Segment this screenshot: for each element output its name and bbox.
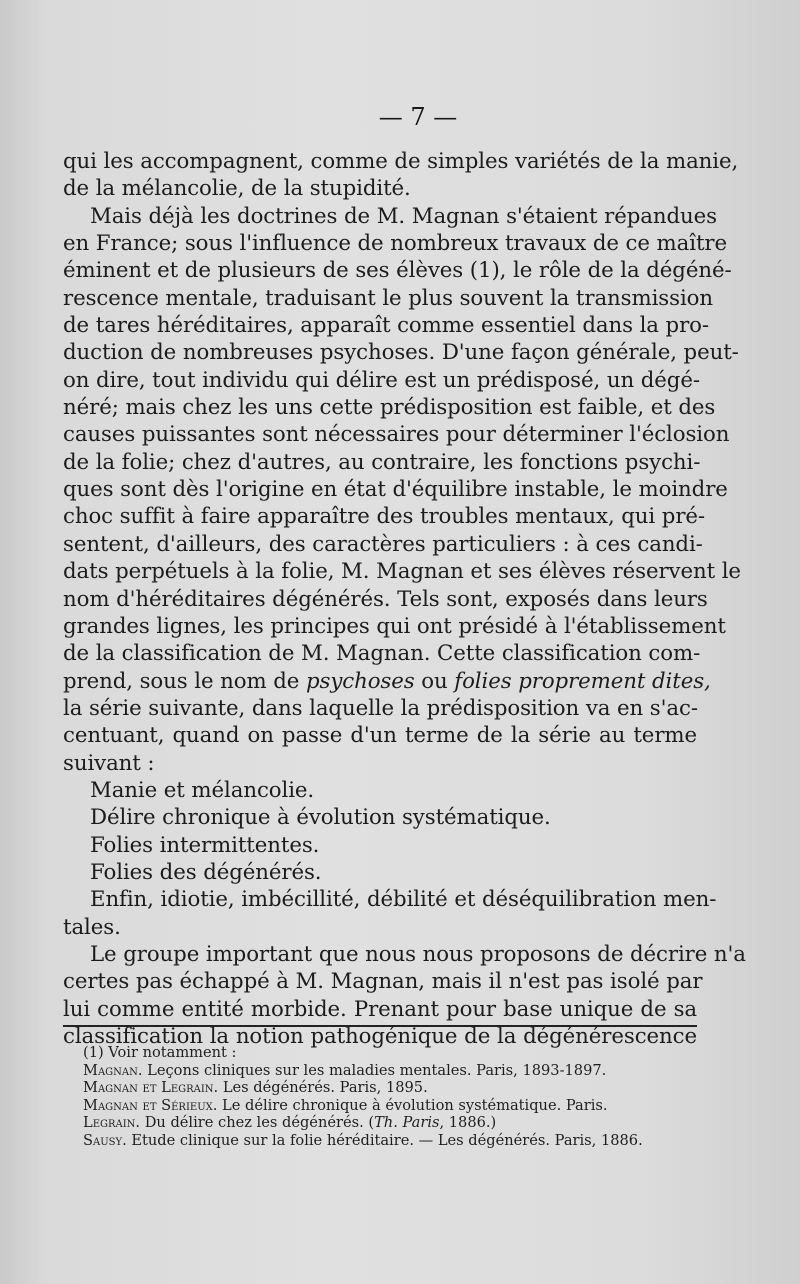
footnote-reference — [63, 1114, 697, 1132]
reference-text: Du délire chez les dégénérés. ( — [140, 1114, 375, 1132]
reference-authors: Legrain. — [83, 1114, 141, 1132]
reference-authors: Magnan et Sérieux. — [83, 1096, 218, 1114]
footnote-intro: (1) Voir notamment : — [83, 1044, 237, 1061]
text-line: dats perpétuels à la folie, M. Magnan et ses élèves réservent le — [63, 559, 741, 585]
text-line: rescence mentale, traduisant le plus souvent la transmission — [63, 285, 714, 311]
reference-authors: Magnan. — [83, 1061, 143, 1079]
paragraph-groupe — [63, 941, 746, 1050]
text-line: ques sont dès l'origine en état d'équilibre instable, le moindre — [63, 477, 728, 503]
text-line: on dire, tout individu qui délire est un prédisposé, un dégé- — [63, 367, 700, 393]
list-item: Folies intermittentes. — [90, 832, 320, 858]
text-line: choc suffit à faire apparaître des troubles mentaux, qui pré- — [63, 504, 706, 530]
text-line: la série suivante, dans laquelle la prédisposition va en s'ac- — [63, 695, 698, 721]
reference-authors: Magnan et Legrain. — [83, 1079, 219, 1097]
list-item: Délire chronique à évolution systématique. — [90, 805, 551, 831]
text-line: néré; mais chez les uns cette prédisposition est faible, et des — [63, 395, 716, 421]
page-number: — 7 — — [378, 103, 458, 131]
italic-term-folies: folies proprement dites, — [454, 668, 711, 694]
reference-text: , 1886.) — [439, 1114, 497, 1132]
footnote-reference — [63, 1062, 697, 1080]
text-line: de la folie; chez d'autres, au contraire, les fonctions psychi- — [63, 449, 701, 475]
footnote-reference — [63, 1097, 697, 1115]
text-line: lui comme entité morbide. Prenant pour base unique de sa — [63, 996, 697, 1022]
text-line: classification la notion pathogénique de la dégénérescence — [63, 1024, 697, 1049]
text-line: grandes lignes, les principes qui ont présidé à l'établissement — [63, 613, 726, 639]
text-line: de la classification de M. Magnan. Cette classification com- — [63, 641, 701, 667]
text-line: nom d'héréditaires dégénérés. Tels sont, exposés dans leurs — [63, 586, 708, 612]
text-line: Enfin, idiotie, imbécillité, débilité et déséquilibration men- — [90, 887, 717, 913]
text-line: certes pas échappé à M. Magnan, mais il n'est pas isolé par — [63, 969, 703, 995]
list-item: Folies des dégénérés. — [90, 859, 322, 885]
paragraph-continuation — [63, 148, 739, 203]
classification-list — [63, 777, 697, 886]
paragraph-enfin — [63, 886, 717, 941]
footnotes — [63, 1044, 697, 1150]
footnote-divider — [63, 1025, 697, 1027]
text-line: en France; sous l'influence de nombreux travaux de ce maître — [63, 231, 727, 257]
text-line: Le groupe important que nous nous proposons de décrire n'a — [90, 941, 746, 967]
text-line: de la mélancolie, de la stupidité. — [63, 176, 411, 202]
reference-text: Le délire chronique à évolution systématique. Paris. — [217, 1096, 608, 1114]
text-line: éminent et de plusieurs de ses élèves (1), le rôle de la dégéné- — [63, 258, 732, 284]
text-line: suivant : — [63, 750, 155, 776]
text-line-with-italics — [63, 668, 711, 695]
paragraph-magnan-doctrines — [63, 203, 741, 777]
italic-term-psychoses: psychoses — [305, 668, 415, 694]
reference-text: Les dégénérés. Paris, 1895. — [218, 1079, 428, 1097]
reference-text: Leçons cliniques sur les maladies mentales. Paris, 1893-1897. — [142, 1061, 607, 1079]
body-text — [63, 148, 746, 1050]
text-line: de tares héréditaires, apparaît comme essentiel dans la pro- — [63, 313, 709, 339]
text-line: duction de nombreuses psychoses. D'une façon générale, peut- — [63, 340, 739, 366]
text-run: prend, sous le nom de — [63, 668, 306, 694]
text-line: tales. — [63, 914, 121, 940]
footnote-reference — [63, 1132, 697, 1150]
text-line: centuant, quand on passe d'un terme de la série au terme — [63, 723, 697, 749]
text-line: qui les accompagnent, comme de simples variétés de la manie, — [63, 149, 739, 174]
footnote-reference — [63, 1079, 697, 1097]
reference-italic: Th. Paris — [374, 1114, 440, 1132]
reference-text: Etude clinique sur la folie héréditaire. — Les dégénérés. Paris, 1886. — [126, 1131, 643, 1149]
text-run: ou — [414, 668, 455, 694]
text-line: causes puissantes sont nécessaires pour déterminer l'éclosion — [63, 422, 730, 448]
text-line: Mais déjà les doctrines de M. Magnan s'étaient répandues — [90, 203, 717, 229]
list-item: Manie et mélancolie. — [90, 777, 315, 803]
reference-authors: Sausy. — [83, 1131, 127, 1149]
text-line: sentent, d'ailleurs, des caractères particuliers : à ces candi- — [63, 531, 703, 557]
